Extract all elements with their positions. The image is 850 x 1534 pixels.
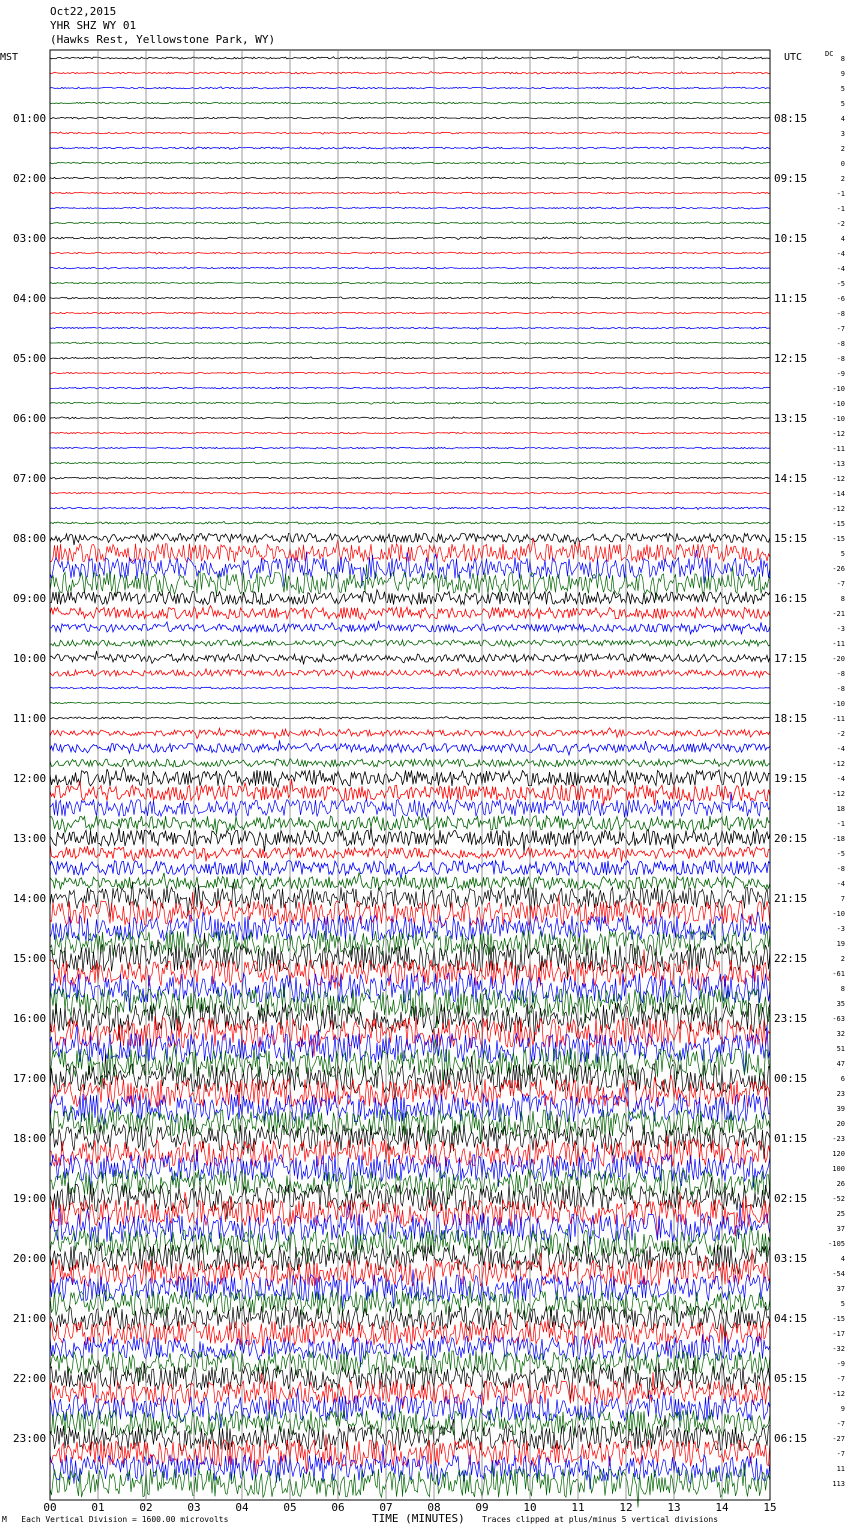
left-hour-label: 10:00 bbox=[13, 652, 47, 665]
trace-line bbox=[50, 827, 770, 852]
x-tick-label: 06 bbox=[331, 1501, 345, 1514]
trace-line bbox=[50, 933, 770, 981]
dc-offset-label: 6 bbox=[840, 1075, 845, 1083]
trace-line bbox=[50, 72, 770, 74]
trace-line bbox=[50, 102, 770, 103]
dc-offset-label: 11 bbox=[836, 1465, 845, 1473]
dc-offset-label: 7 bbox=[840, 895, 845, 903]
dc-offset-label: -13 bbox=[832, 460, 845, 468]
dc-offset-label: -3 bbox=[836, 625, 845, 633]
trace-line bbox=[50, 1241, 770, 1274]
dc-offset-label: 2 bbox=[840, 955, 845, 963]
right-hour-label: 18:15 bbox=[774, 712, 808, 725]
scale-note bbox=[2, 1515, 228, 1524]
dc-offset-label: -18 bbox=[832, 835, 845, 843]
right-hour-label: 01:15 bbox=[774, 1132, 808, 1145]
dc-offset-label: 37 bbox=[836, 1225, 845, 1233]
dc-offset-label: -12 bbox=[832, 475, 845, 483]
left-hour-label: 11:00 bbox=[13, 712, 47, 725]
dc-offset-label: 32 bbox=[836, 1030, 845, 1038]
dc-offset-label: -3 bbox=[836, 925, 845, 933]
dc-offset-label: -8 bbox=[836, 355, 845, 363]
dc-offset-label: -4 bbox=[836, 745, 845, 753]
dc-offset-label: 47 bbox=[836, 1060, 845, 1068]
x-tick-label: 08 bbox=[427, 1501, 441, 1514]
dc-offset-label: 0 bbox=[840, 160, 845, 168]
dc-offset-labels bbox=[828, 55, 845, 1488]
dc-offset-label: -54 bbox=[832, 1270, 845, 1278]
trace-line bbox=[50, 282, 770, 284]
left-timezone-label: MST bbox=[0, 52, 19, 63]
trace-line bbox=[50, 606, 770, 620]
trace-line bbox=[50, 132, 770, 134]
left-hour-label: 08:00 bbox=[13, 532, 47, 545]
dc-offset-label: -4 bbox=[836, 250, 845, 258]
dc-offset-label: -9 bbox=[836, 370, 845, 378]
trace-line bbox=[50, 462, 770, 464]
trace-line bbox=[50, 162, 770, 165]
trace-line bbox=[50, 207, 770, 209]
dc-offset-label: -10 bbox=[832, 415, 845, 423]
left-hour-label: 17:00 bbox=[13, 1072, 47, 1085]
dc-offset-label: 39 bbox=[836, 1105, 845, 1113]
right-hour-label: 05:15 bbox=[774, 1372, 808, 1385]
trace-line bbox=[50, 1463, 770, 1507]
dc-offset-label: -7 bbox=[836, 580, 845, 588]
trace-line bbox=[50, 492, 770, 495]
trace-line bbox=[50, 728, 770, 739]
right-hour-label: 15:15 bbox=[774, 532, 808, 545]
trace-line bbox=[50, 793, 770, 818]
left-hour-label: 14:00 bbox=[13, 892, 47, 905]
right-hour-label: 19:15 bbox=[774, 772, 808, 785]
dc-offset-label: 100 bbox=[832, 1165, 845, 1173]
dc-offset-label: -2 bbox=[836, 730, 845, 738]
trace-line bbox=[50, 1087, 770, 1125]
trace-line bbox=[50, 640, 770, 647]
left-hour-label: 21:00 bbox=[13, 1312, 47, 1325]
trace-line bbox=[50, 740, 770, 755]
right-timezone-label: UTC bbox=[784, 52, 803, 63]
dc-offset-label: -5 bbox=[836, 850, 845, 858]
dc-offset-label: 2 bbox=[840, 145, 845, 153]
trace-line bbox=[50, 252, 770, 254]
trace-line bbox=[50, 222, 770, 224]
dc-offset-label: 120 bbox=[832, 1150, 845, 1158]
left-hour-label: 07:00 bbox=[13, 472, 47, 485]
dc-offset-label: 2 bbox=[840, 175, 845, 183]
trace-line bbox=[50, 432, 770, 434]
clip-note: Traces clipped at plus/minus 5 vertical divisions bbox=[482, 1515, 719, 1524]
dc-offset-label: -11 bbox=[832, 640, 845, 648]
right-hour-label: 04:15 bbox=[774, 1312, 808, 1325]
scale-note-text: Each Vertical Division = 1600.00 microvolts bbox=[21, 1515, 229, 1524]
dc-offset-label: -9 bbox=[836, 1360, 845, 1368]
right-hour-label: 00:15 bbox=[774, 1072, 808, 1085]
right-hour-label: 02:15 bbox=[774, 1192, 808, 1205]
left-hour-label: 18:00 bbox=[13, 1132, 47, 1145]
trace-line bbox=[50, 177, 770, 179]
trace-line bbox=[50, 880, 770, 917]
trace-line bbox=[50, 768, 770, 787]
dc-offset-label: -14 bbox=[832, 490, 845, 498]
x-tick-label: 10 bbox=[523, 1501, 537, 1514]
dc-offset-label: 8 bbox=[840, 55, 845, 63]
left-hour-label: 19:00 bbox=[13, 1192, 47, 1205]
station-label: YHR SHZ WY 01 bbox=[50, 19, 137, 32]
trace-line bbox=[50, 651, 770, 665]
right-hour-label: 13:15 bbox=[774, 412, 808, 425]
left-hour-label: 15:00 bbox=[13, 952, 47, 965]
trace-line bbox=[50, 564, 770, 599]
trace-line bbox=[50, 1415, 770, 1451]
dc-offset-label: -10 bbox=[832, 700, 845, 708]
dc-offset-label: 113 bbox=[832, 1480, 845, 1488]
dc-offset-label: -1 bbox=[836, 205, 845, 213]
dc-offset-label: 3 bbox=[840, 130, 845, 138]
right-hour-label: 17:15 bbox=[774, 652, 808, 665]
trace-line bbox=[50, 521, 770, 524]
dc-offset-label: -11 bbox=[832, 715, 845, 723]
dc-offset-label: -7 bbox=[836, 325, 845, 333]
x-tick-label: 13 bbox=[667, 1501, 681, 1514]
x-axis-title: TIME (MINUTES) bbox=[372, 1512, 465, 1525]
dc-offset-label: -8 bbox=[836, 685, 845, 693]
dc-offset-label: -10 bbox=[832, 400, 845, 408]
dc-offset-label: 51 bbox=[836, 1045, 845, 1053]
dc-offset-label: -10 bbox=[832, 385, 845, 393]
trace-line bbox=[50, 533, 770, 545]
seismic-traces bbox=[50, 57, 770, 1508]
trace-line bbox=[50, 1222, 770, 1264]
dc-offset-label: -27 bbox=[832, 1435, 845, 1443]
x-tick-label: 07 bbox=[379, 1501, 393, 1514]
right-hour-label: 09:15 bbox=[774, 172, 808, 185]
right-hour-labels bbox=[774, 112, 807, 1445]
trace-line bbox=[50, 979, 770, 1028]
x-tick-label: 01 bbox=[91, 1501, 105, 1514]
dc-header-label: DC bbox=[825, 50, 834, 58]
dc-offset-label: -12 bbox=[832, 760, 845, 768]
trace-line bbox=[50, 57, 770, 59]
left-hour-label: 09:00 bbox=[13, 592, 47, 605]
location-label: (Hawks Rest, Yellowstone Park, WY) bbox=[50, 33, 276, 46]
trace-line bbox=[50, 816, 770, 835]
trace-line bbox=[50, 312, 770, 314]
dc-offset-label: -4 bbox=[836, 775, 845, 783]
trace-line bbox=[50, 372, 770, 374]
left-hour-label: 01:00 bbox=[13, 112, 47, 125]
dc-offset-label: -8 bbox=[836, 310, 845, 318]
trace-line bbox=[50, 237, 770, 240]
dc-offset-label: -12 bbox=[832, 505, 845, 513]
right-hour-label: 10:15 bbox=[774, 232, 808, 245]
trace-line bbox=[50, 297, 770, 299]
right-hour-label: 20:15 bbox=[774, 832, 808, 845]
dc-offset-label: -26 bbox=[832, 565, 845, 573]
trace-line bbox=[50, 402, 770, 404]
left-hour-label: 12:00 bbox=[13, 772, 47, 785]
left-hour-label: 23:00 bbox=[13, 1432, 47, 1445]
trace-line bbox=[50, 539, 770, 563]
dc-offset-label: -8 bbox=[836, 670, 845, 678]
left-hour-label: 13:00 bbox=[13, 832, 47, 845]
right-hour-label: 06:15 bbox=[774, 1432, 808, 1445]
dc-offset-label: 19 bbox=[836, 940, 845, 948]
x-tick-label: 03 bbox=[187, 1501, 201, 1514]
dc-offset-label: -21 bbox=[832, 610, 845, 618]
trace-line bbox=[50, 87, 770, 89]
left-hour-label: 06:00 bbox=[13, 412, 47, 425]
trace-line bbox=[50, 860, 770, 880]
left-hour-label: 20:00 bbox=[13, 1252, 47, 1265]
trace-line bbox=[50, 873, 770, 890]
trace-line bbox=[50, 147, 770, 149]
dc-offset-label: -15 bbox=[832, 1315, 845, 1323]
dc-offset-label: 5 bbox=[840, 100, 845, 108]
x-tick-label: 12 bbox=[619, 1501, 633, 1514]
dc-offset-label: 5 bbox=[840, 1300, 845, 1308]
dc-offset-label: 9 bbox=[840, 70, 845, 78]
trace-line bbox=[50, 1145, 770, 1192]
left-hour-labels bbox=[13, 112, 46, 1445]
x-tick-label: 04 bbox=[235, 1501, 249, 1514]
trace-line bbox=[50, 1388, 770, 1428]
dc-offset-label: -7 bbox=[836, 1420, 845, 1428]
dc-offset-label: -8 bbox=[836, 865, 845, 873]
dc-offset-label: -63 bbox=[832, 1015, 845, 1023]
date-label: Oct22,2015 bbox=[50, 5, 117, 18]
left-hour-label: 05:00 bbox=[13, 352, 47, 365]
dc-offset-label: 4 bbox=[840, 1255, 845, 1263]
dc-offset-label: -4 bbox=[836, 880, 845, 888]
left-hour-label: 22:00 bbox=[13, 1372, 47, 1385]
x-tick-label: 00 bbox=[43, 1501, 57, 1514]
dc-offset-label: -23 bbox=[832, 1135, 845, 1143]
dc-offset-label: -6 bbox=[836, 295, 845, 303]
left-hour-label: 04:00 bbox=[13, 292, 47, 305]
left-hour-label: 03:00 bbox=[13, 232, 47, 245]
dc-offset-label: -7 bbox=[836, 1375, 845, 1383]
trace-line bbox=[50, 717, 770, 719]
dc-offset-label: -2 bbox=[836, 220, 845, 228]
dc-offset-label: 23 bbox=[836, 1090, 845, 1098]
trace-line bbox=[50, 117, 770, 119]
x-tick-label: 02 bbox=[139, 1501, 153, 1514]
right-hour-label: 23:15 bbox=[774, 1012, 808, 1025]
dc-offset-label: -15 bbox=[832, 535, 845, 543]
right-hour-label: 22:15 bbox=[774, 952, 808, 965]
trace-line bbox=[50, 621, 770, 635]
dc-offset-label: -12 bbox=[832, 430, 845, 438]
trace-line bbox=[50, 192, 770, 194]
trace-line bbox=[50, 342, 770, 344]
dc-offset-label: 26 bbox=[836, 1180, 845, 1188]
dc-offset-label: 35 bbox=[836, 1000, 845, 1008]
dc-offset-label: -12 bbox=[832, 790, 845, 798]
dc-offset-label: -1 bbox=[836, 820, 845, 828]
dc-offset-label: 4 bbox=[840, 115, 845, 123]
dc-offset-label: -4 bbox=[836, 265, 845, 273]
right-hour-label: 11:15 bbox=[774, 292, 808, 305]
dc-offset-label: 18 bbox=[836, 805, 845, 813]
dc-offset-label: 9 bbox=[840, 1405, 845, 1413]
dc-offset-label: 20 bbox=[836, 1120, 845, 1128]
dc-offset-label: -15 bbox=[832, 520, 845, 528]
trace-line bbox=[50, 1016, 770, 1057]
right-hour-label: 14:15 bbox=[774, 472, 808, 485]
dc-offset-label: 37 bbox=[836, 1285, 845, 1293]
right-hour-label: 08:15 bbox=[774, 112, 808, 125]
dc-offset-label: -8 bbox=[836, 340, 845, 348]
dc-offset-label: -11 bbox=[832, 445, 845, 453]
trace-line bbox=[50, 417, 770, 419]
dc-offset-label: -10 bbox=[832, 910, 845, 918]
left-hour-label: 16:00 bbox=[13, 1012, 47, 1025]
dc-offset-label: -1 bbox=[836, 190, 845, 198]
left-hour-label: 02:00 bbox=[13, 172, 47, 185]
dc-offset-label: 5 bbox=[840, 85, 845, 93]
trace-line bbox=[50, 357, 770, 359]
dc-offset-label: 8 bbox=[840, 595, 845, 603]
trace-line bbox=[50, 267, 770, 269]
dc-offset-label: -20 bbox=[832, 655, 845, 663]
x-tick-label: 11 bbox=[571, 1501, 585, 1514]
right-hour-label: 03:15 bbox=[774, 1252, 808, 1265]
trace-line bbox=[50, 702, 770, 704]
dc-offset-label: 5 bbox=[840, 550, 845, 558]
dc-offset-label: -7 bbox=[836, 1450, 845, 1458]
x-tick-label: 14 bbox=[715, 1501, 729, 1514]
dc-offset-label: 25 bbox=[836, 1210, 845, 1218]
trace-line bbox=[50, 1192, 770, 1237]
trace-line bbox=[50, 1359, 770, 1399]
dc-offset-label: -12 bbox=[832, 1390, 845, 1398]
dc-offset-label: -105 bbox=[828, 1240, 845, 1248]
dc-offset-label: -17 bbox=[832, 1330, 845, 1338]
x-tick-label: 09 bbox=[475, 1501, 489, 1514]
dc-offset-label: 8 bbox=[840, 985, 845, 993]
x-tick-label: 05 bbox=[283, 1501, 297, 1514]
trace-line bbox=[50, 507, 770, 510]
trace-line bbox=[50, 327, 770, 330]
dc-offset-label: -32 bbox=[832, 1345, 845, 1353]
right-hour-label: 12:15 bbox=[774, 352, 808, 365]
dc-offset-label: -5 bbox=[836, 280, 845, 288]
dc-offset-label: -52 bbox=[832, 1195, 845, 1203]
trace-line bbox=[50, 1444, 770, 1489]
trace-line bbox=[50, 669, 770, 679]
trace-line bbox=[50, 1053, 770, 1100]
right-hour-label: 16:15 bbox=[774, 592, 808, 605]
right-hour-label: 21:15 bbox=[774, 892, 808, 905]
trace-line bbox=[50, 1249, 770, 1287]
trace-line bbox=[50, 758, 770, 767]
dc-offset-label: 4 bbox=[840, 235, 845, 243]
trace-line bbox=[50, 687, 770, 690]
trace-line bbox=[50, 447, 770, 449]
dc-offset-label: -61 bbox=[832, 970, 845, 978]
trace-line bbox=[50, 477, 770, 479]
x-tick-label: 15 bbox=[763, 1501, 777, 1514]
trace-line bbox=[50, 387, 770, 389]
footer-mark: M bbox=[2, 1515, 7, 1524]
trace-line bbox=[50, 779, 770, 806]
trace-line bbox=[50, 1114, 770, 1159]
